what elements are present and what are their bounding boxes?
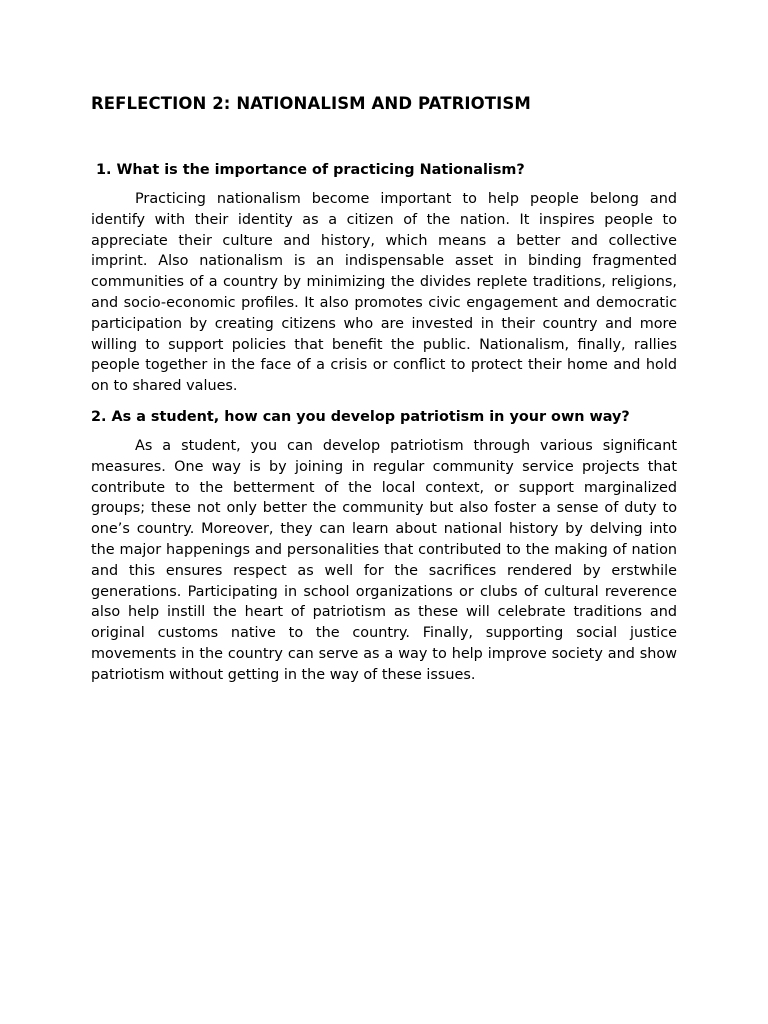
question-1-heading: 1. What is the importance of practicing Nationalism? [96,162,525,178]
document-body [91,92,677,686]
answer-1-paragraph: Practicing nationalism become important to help people belong and identify with their identity as a citizen of the nation. It inspires people to appreciate their culture and history, which means a better and collective imprint. Also nationalism is an indispensable asset in binding fragmented communities of a country by minimizing the divides replete traditions, religions, and socio-economic profiles. It also promotes civic engagement and democratic participation by creating citizens who are invested in their country and more willing to support policies that benefit the public. Nationalism, finally, rallies people together in the face of a crisis or conflict to protect their home and hold on to shared values. [91,191,677,395]
answer-2-paragraph: As a student, you can develop patriotism through various significant measures. One way is by joining in regular community service projects that contribute to the betterment of the local context, or support marginalized groups; these not only better the community but also foster a sense of duty to one’s country. Moreover, they can learn about national history by delving into the major happenings and personalities that contributed to the making of nation and this ensures respect as well for the sacrifices rendered by erstwhile generations. Participating in school organizations or clubs of cultural reverence also help instill the heart of patriotism as these will celebrate traditions and original customs native to the country. Finally, supporting social justice movements in the country can serve as a way to help improve society and show patriotism without getting in the way of these issues. [91,437,677,683]
document-title: REFLECTION 2: NATIONALISM AND PATRIOTISM [91,94,531,113]
question-2-heading: 2. As a student, how can you develop patriotism in your own way? [91,408,630,425]
